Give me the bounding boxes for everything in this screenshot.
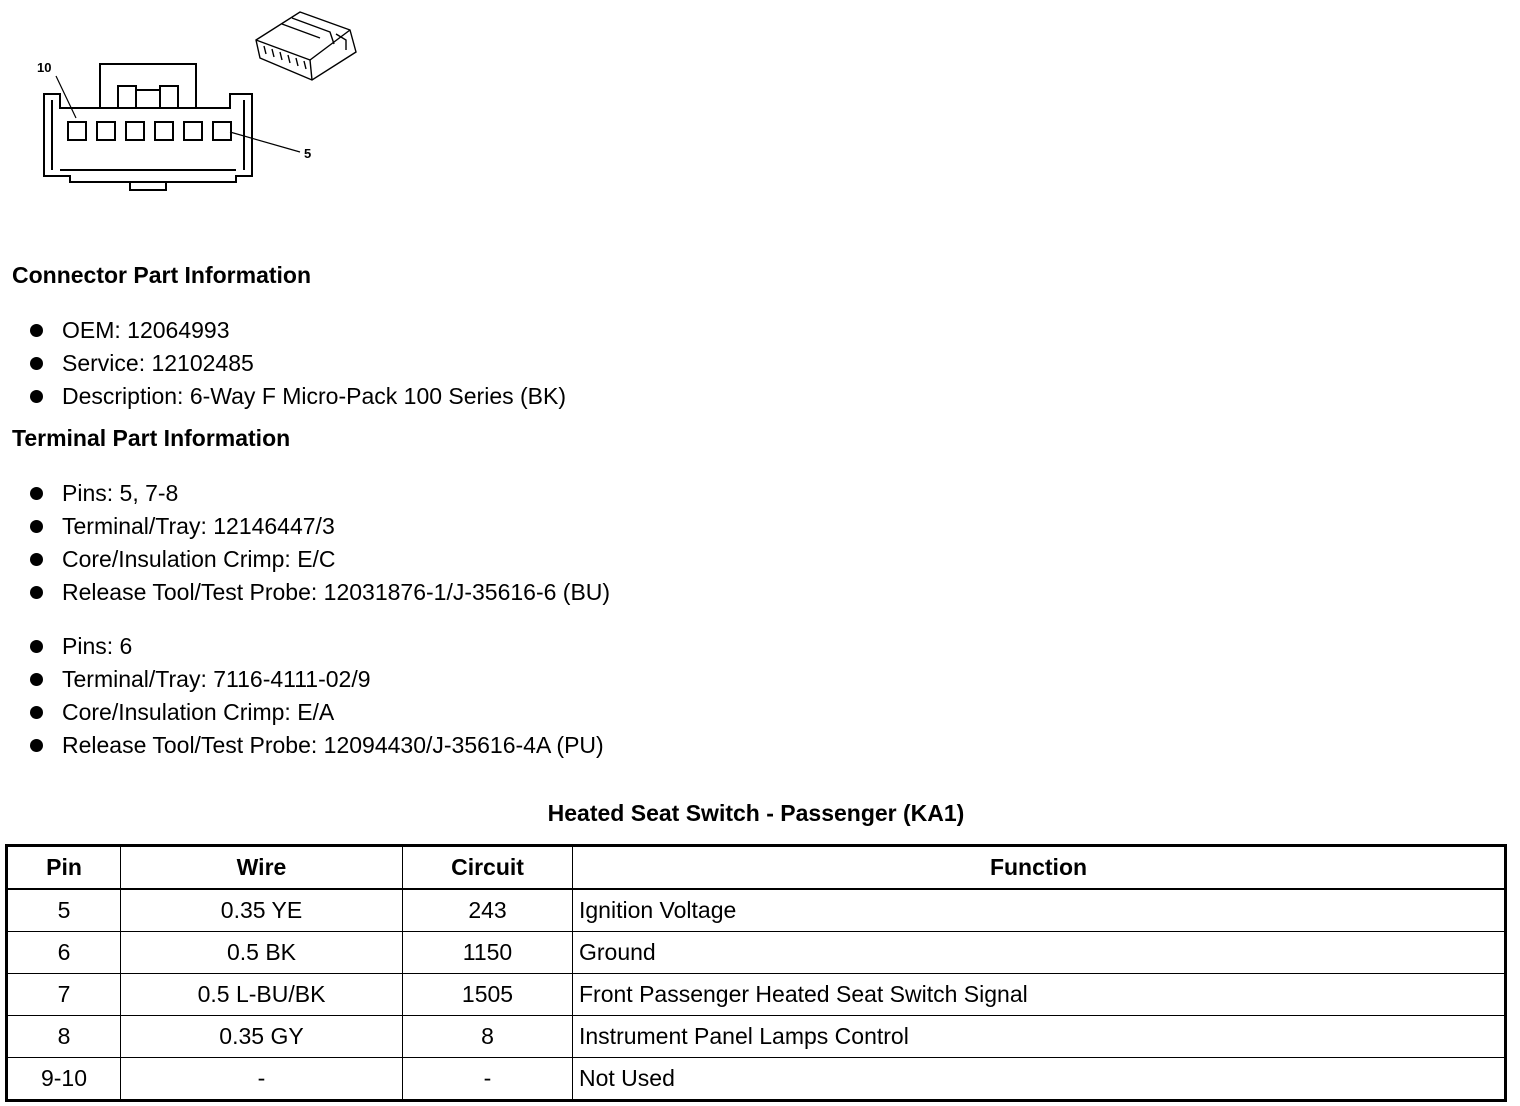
bullet-icon	[30, 357, 43, 370]
list-item: Terminal/Tray: 12146447/3	[28, 510, 610, 543]
cell-wire: 0.5 BK	[121, 932, 403, 974]
cell-function: Ground	[573, 932, 1506, 974]
pin-cavity	[68, 122, 86, 140]
terminal-part-info-heading: Terminal Part Information	[12, 425, 291, 451]
cell-wire: -	[121, 1058, 403, 1101]
table-row	[7, 974, 1506, 1016]
pin-cavities	[68, 122, 231, 140]
table-row	[7, 1016, 1506, 1058]
pin-cavity	[126, 122, 144, 140]
table-row	[7, 932, 1506, 974]
column-header-circuit: Circuit	[403, 846, 573, 890]
connector-diagram	[0, 0, 400, 210]
list-item: Core/Insulation Crimp: E/A	[28, 696, 604, 729]
cell-function: Front Passenger Heated Seat Switch Signal	[573, 974, 1506, 1016]
cell-function: Ignition Voltage	[573, 889, 1506, 932]
bullet-icon	[30, 673, 43, 686]
cell-wire: 0.35 GY	[121, 1016, 403, 1058]
cell-circuit: 1505	[403, 974, 573, 1016]
cell-wire: 0.35 YE	[121, 889, 403, 932]
cell-function: Not Used	[573, 1058, 1506, 1101]
cell-pin: 5	[7, 889, 121, 932]
cell-function: Instrument Panel Lamps Control	[573, 1016, 1506, 1058]
connector-part-info-heading: Connector Part Information	[12, 262, 312, 288]
list-item: Release Tool/Test Probe: 12094430/J-35616-4A (PU)	[28, 729, 604, 762]
pin-cavity	[155, 122, 173, 140]
list-item: Terminal/Tray: 7116-4111-02/9	[28, 663, 604, 696]
connector-part-info-list	[28, 314, 566, 413]
bullet-icon	[30, 739, 43, 752]
list-item: OEM: 12064993	[28, 314, 566, 347]
cell-wire: 0.5 L-BU/BK	[121, 974, 403, 1016]
pin-label-5: 5	[304, 146, 312, 161]
cell-pin: 6	[7, 932, 121, 974]
bullet-icon	[30, 586, 43, 599]
column-header-pin: Pin	[7, 846, 121, 890]
bullet-icon	[30, 640, 43, 653]
cell-circuit: 8	[403, 1016, 573, 1058]
terminal-group-2-list	[28, 630, 604, 762]
pin-table-title: Heated Seat Switch - Passenger (KA1)	[547, 800, 965, 826]
list-item: Release Tool/Test Probe: 12031876-1/J-35616-6 (BU)	[28, 576, 610, 609]
cell-circuit: 243	[403, 889, 573, 932]
bullet-icon	[30, 553, 43, 566]
column-header-wire: Wire	[121, 846, 403, 890]
cell-circuit: 1150	[403, 932, 573, 974]
bullet-icon	[30, 706, 43, 719]
list-item: Pins: 6	[28, 630, 604, 663]
pin-cavity	[97, 122, 115, 140]
pin-table	[5, 844, 1507, 1102]
bullet-icon	[30, 520, 43, 533]
list-item: Pins: 5, 7-8	[28, 477, 610, 510]
list-item: Service: 12102485	[28, 347, 566, 380]
pin-cavity	[213, 122, 231, 140]
pin-cavity	[184, 122, 202, 140]
bullet-icon	[30, 390, 43, 403]
cell-circuit: -	[403, 1058, 573, 1101]
list-item: Core/Insulation Crimp: E/C	[28, 543, 610, 576]
connector-isometric-view	[256, 12, 356, 80]
table-row	[7, 889, 1506, 932]
cell-pin: 7	[7, 974, 121, 1016]
table-header-row	[7, 846, 1506, 890]
cell-pin: 8	[7, 1016, 121, 1058]
pin-label-10: 10	[37, 60, 52, 75]
cell-pin: 9-10	[7, 1058, 121, 1101]
table-row	[7, 1058, 1506, 1101]
leader-line-5	[230, 132, 300, 152]
column-header-function: Function	[573, 846, 1506, 890]
terminal-group-1-list	[28, 477, 610, 609]
list-item: Description: 6-Way F Micro-Pack 100 Series (BK)	[28, 380, 566, 413]
bullet-icon	[30, 324, 43, 337]
bullet-icon	[30, 487, 43, 500]
